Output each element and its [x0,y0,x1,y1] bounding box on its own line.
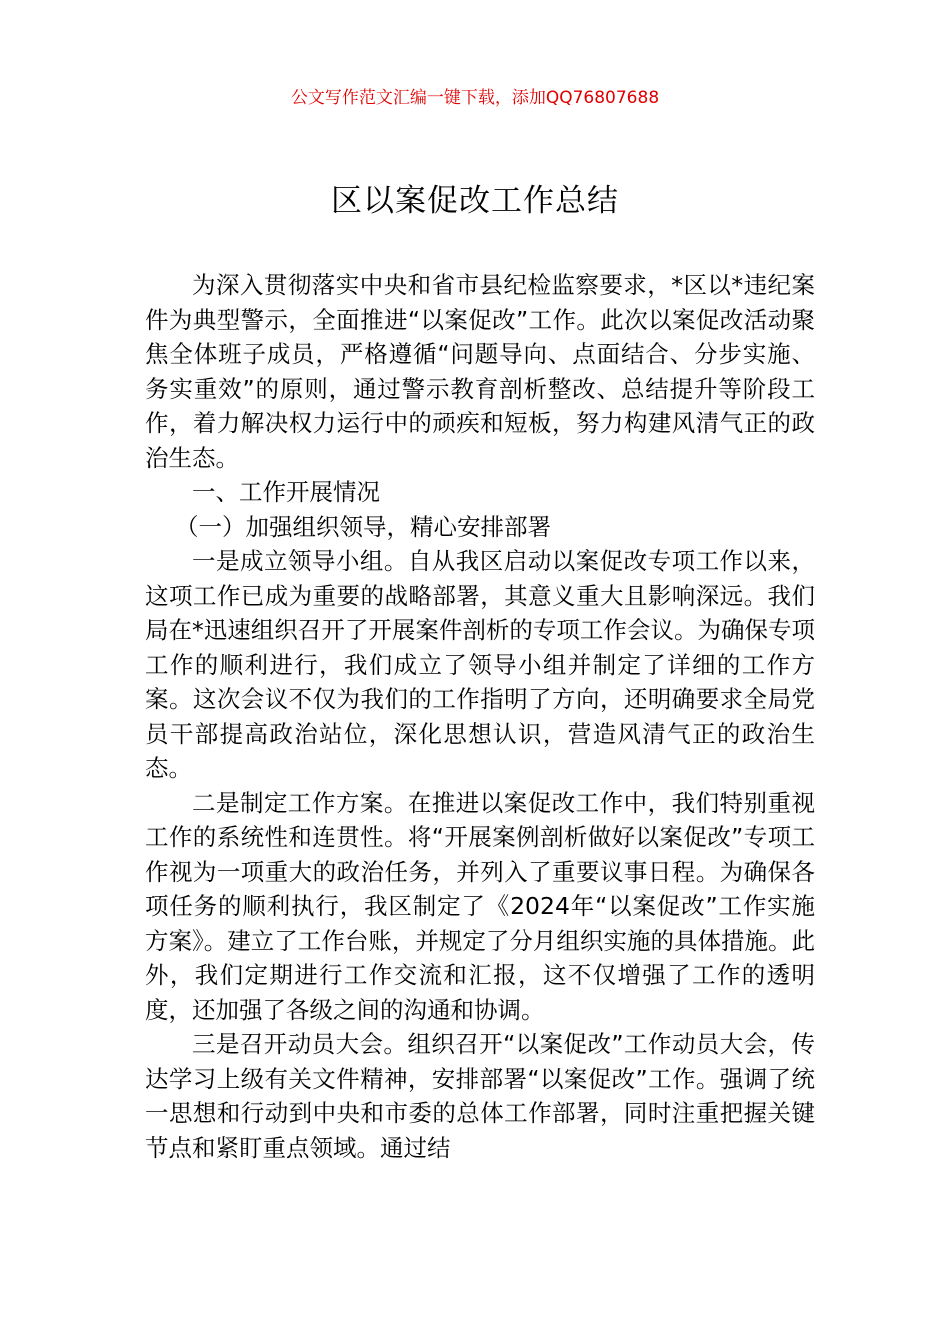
section-heading: 一、工作开展情况 [192,478,380,506]
paragraph-leadership-group: 一是成立领导小组。自从我区启动以案促改专项工作以来，这项工作已成为重要的战略部署，其意义重大且影响深远。我们局在*迅速组织召开了开展案件剖析的专项工作会议。为确保专项工作的顺利进行，我们成立了领导小组并制定了详细的工作方案。这次会议不仅为我们的工作指明了方向，还明确要求全局党员干部提高政治站位，深化思想认识，营造风清气正的政治生态。 [145,547,815,782]
paragraph-mobilization-meeting: 三是召开动员大会。组织召开“以案促改”工作动员大会，传达学习上级有关文件精神，安排部署“以案促改”工作。强调了统一思想和行动到中央和市委的总体工作部署，同时注重把握关键节点和紧盯重点领域。通过结 [145,1030,815,1162]
paragraph-work-plan: 二是制定工作方案。在推进以案促改工作中，我们特别重视工作的系统性和连贯性。将“开展案例剖析做好以案促改”专项工作视为一项重大的政治任务，并列入了重要议事日程。为确保各项任务的顺利执行，我区制定了《2024年“以案促改”工作实施方案》。建立了工作台账，并规定了分月组织实施的具体措施。此外，我们定期进行工作交流和汇报，这不仅增强了工作的透明度，还加强了各级之间的沟通和协调。 [145,788,815,1024]
subsection-heading: （一）加强组织领导，精心安排部署 [175,512,551,541]
document-title: 区以案促改工作总结 [331,183,619,219]
download-banner[interactable]: 公文写作范文汇编一键下载，添加QQ76807688 [290,88,660,108]
intro-paragraph: 为深入贯彻落实中央和省市县纪检监察要求，*区以*违纪案件为典型警示，全面推进“以案促改”工作。此次以案促改活动聚焦全体班子成员，严格遵循“问题导向、点面结合、分步实施、务实重效”的原则，通过警示教育剖析整改、总结提升等阶段工作，着力解决权力运行中的顽疾和短板，努力构建风清气正的政治生态。 [145,271,815,472]
document-body [145,268,815,1165]
